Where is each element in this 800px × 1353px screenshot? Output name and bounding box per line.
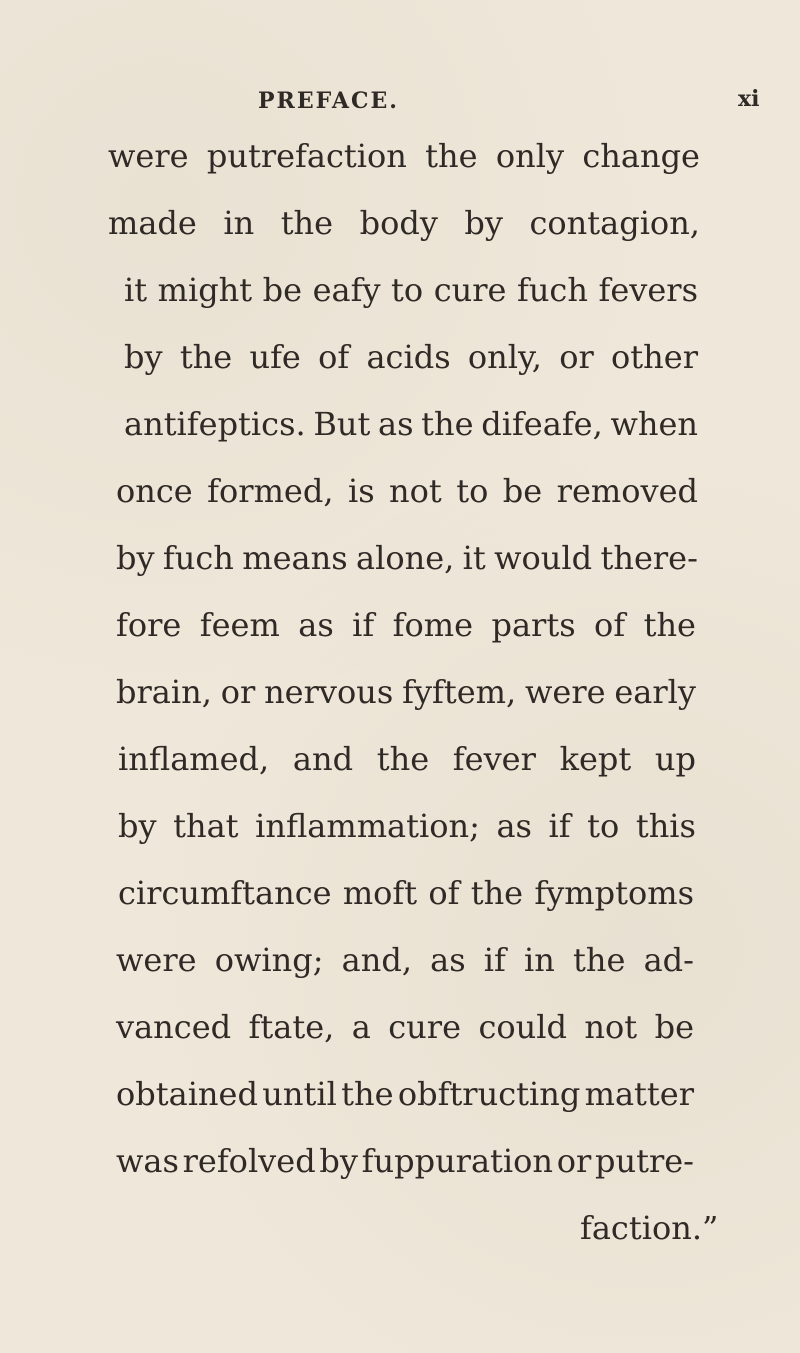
text-line: were owing; and, as if in the ad- (116, 941, 694, 979)
text-line: by that inflammation; as if to this (118, 807, 696, 845)
text-line: by fuch means alone, it would there- (116, 539, 698, 577)
text-line: was refolved by fuppuration or putre- (116, 1142, 694, 1180)
page-number: xi (738, 86, 760, 112)
text-line: antifeptics. But as the difeafe, when (124, 405, 698, 443)
text-line: fore feem as if fome parts of the (116, 606, 696, 644)
text-line: vanced ftate, a cure could not be (116, 1008, 694, 1046)
text-line: were putrefaction the only change (108, 137, 700, 175)
text-line: circumftance moft of the fymptoms (118, 874, 694, 912)
text-line: made in the body by contagion, (108, 204, 700, 242)
text-line: once formed, is not to be removed (116, 472, 698, 510)
text-line: it might be eafy to cure fuch fevers (124, 271, 698, 309)
text-line: brain, or nervous fyftem, were early (116, 673, 696, 711)
text-line: obtained until the obftructing matter (116, 1075, 694, 1113)
text-line: by the ufe of acids only, or other (124, 338, 698, 376)
text-line: faction.” (580, 1209, 719, 1247)
running-head: PREFACE. (258, 88, 399, 114)
text-line: inflamed, and the fever kept up (118, 740, 696, 778)
